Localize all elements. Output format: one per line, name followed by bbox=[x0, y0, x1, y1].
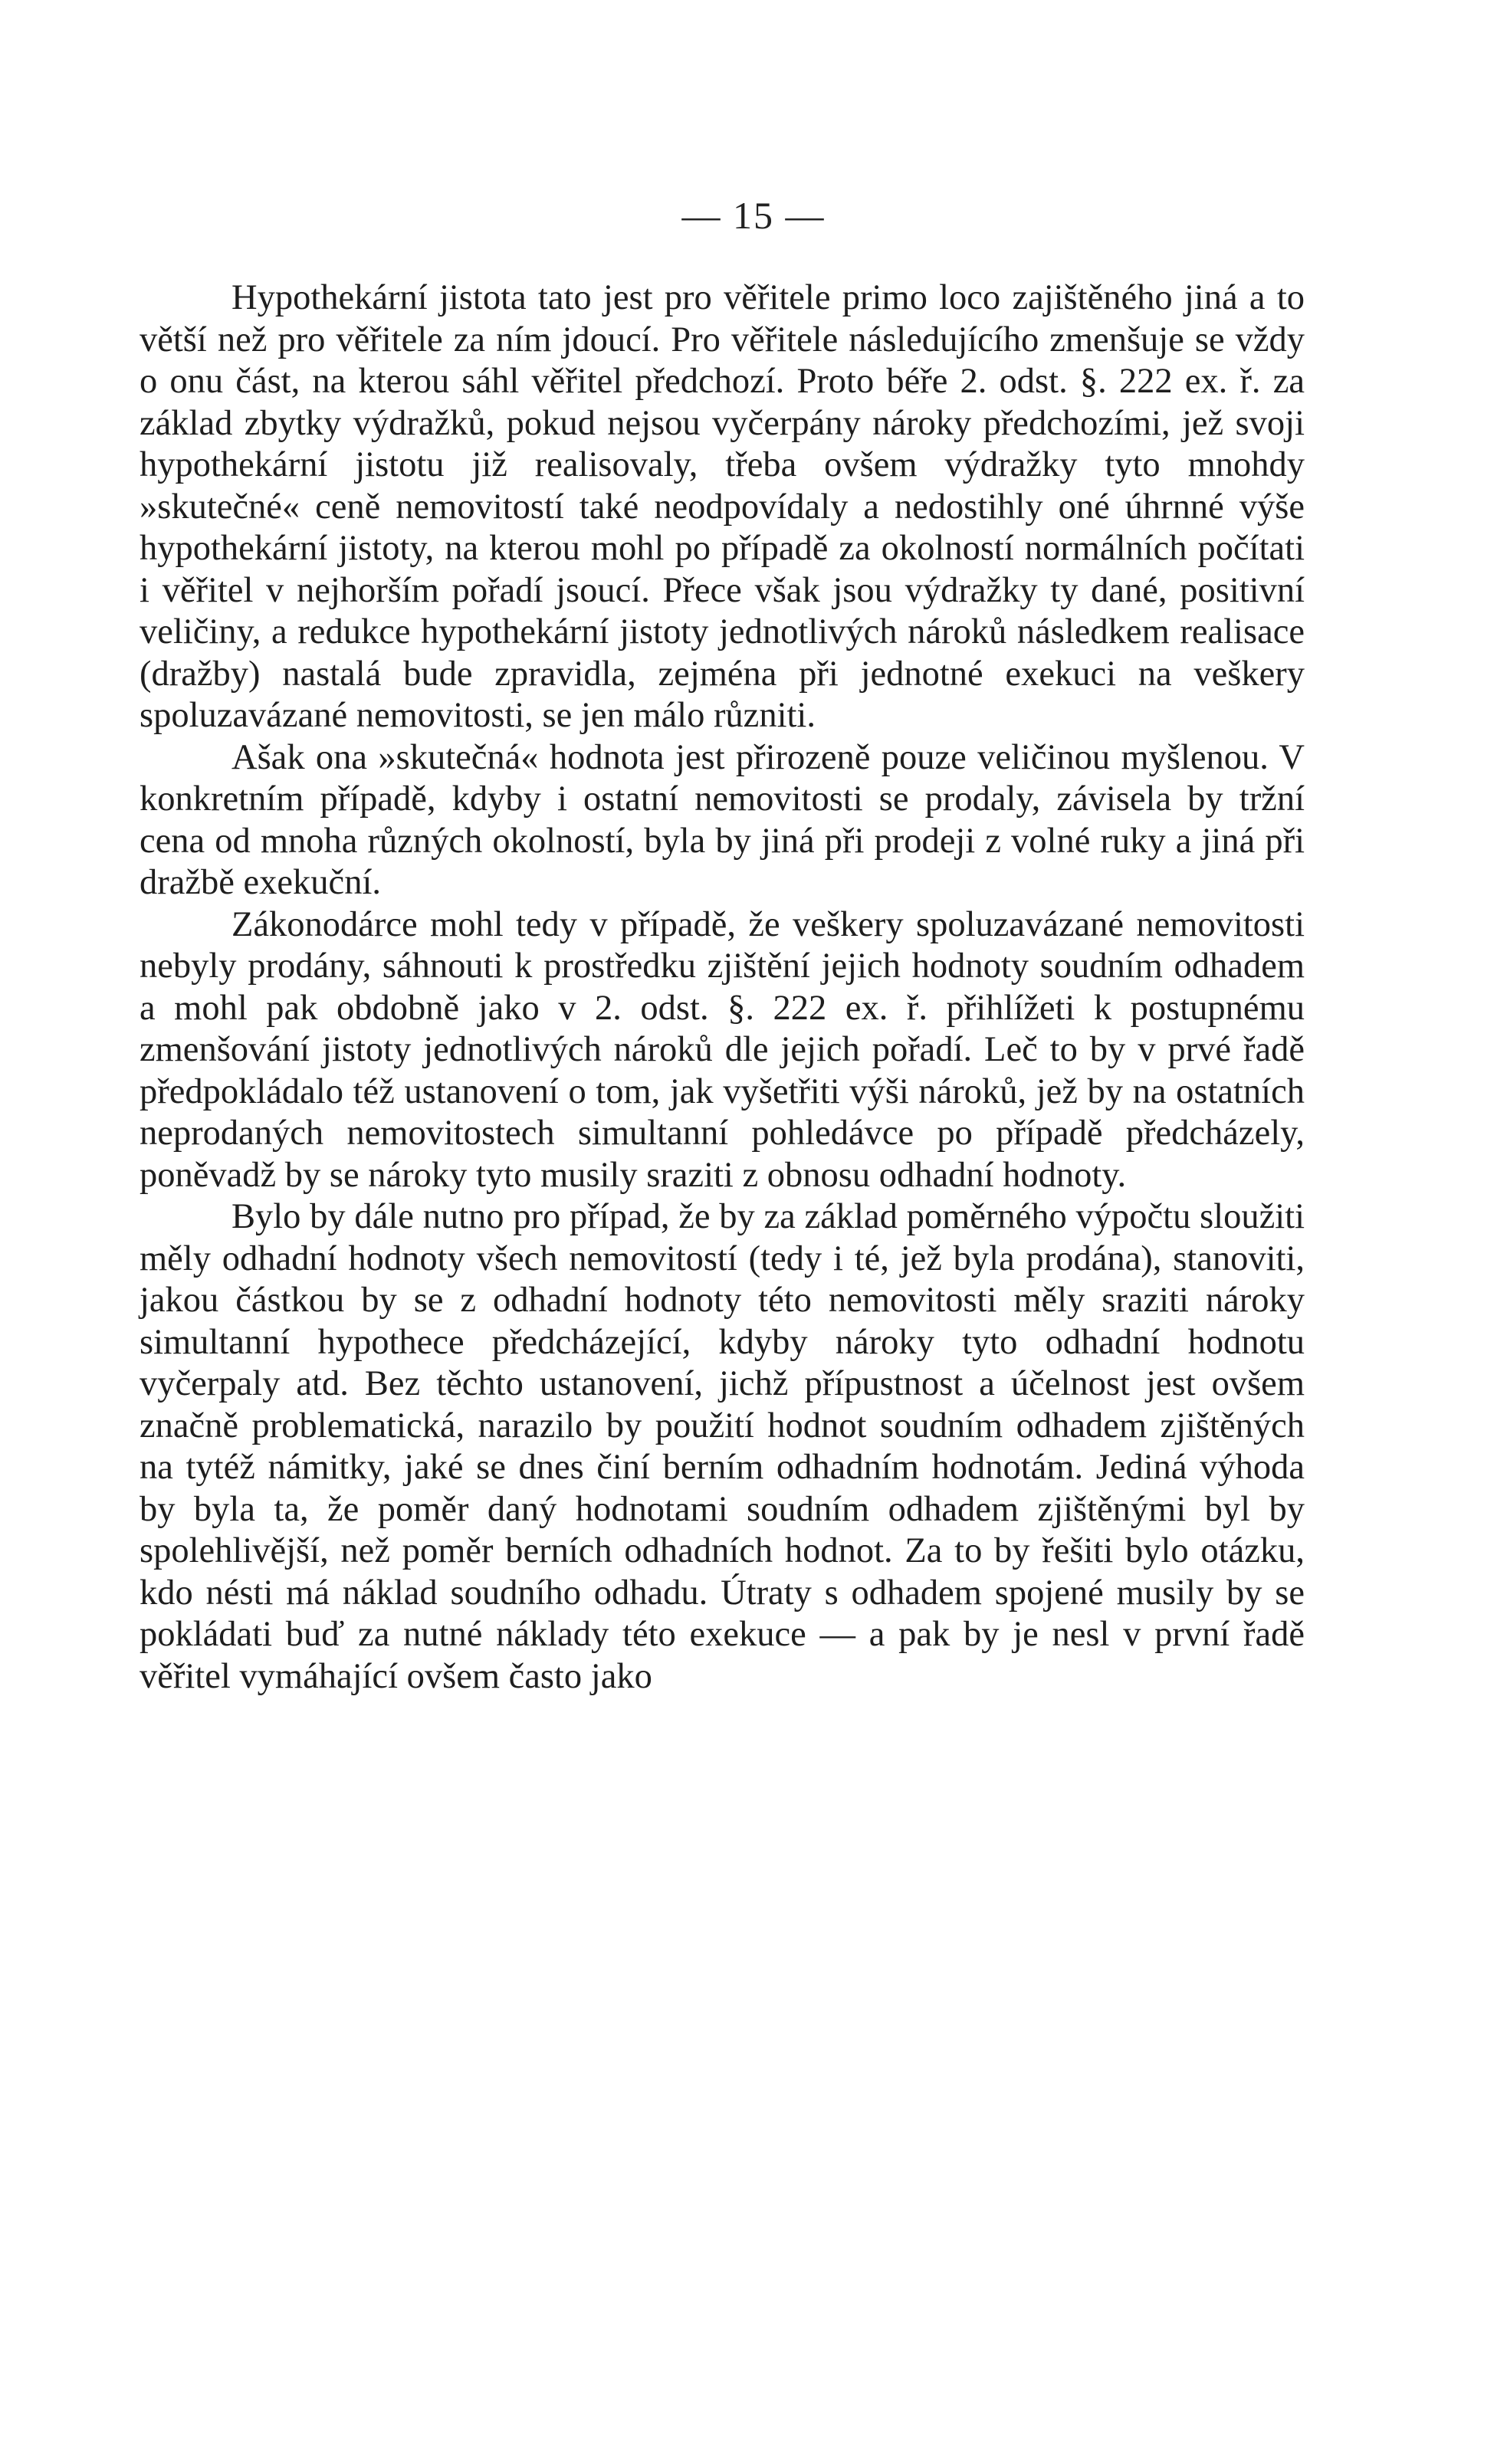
paragraph-1: Hypothekární jistota tato jest pro věřitele primo loco zajištěného jiná a to větší než pro věřitele za ním jdoucí. Pro věřitele následujícího zmenšuje se vždy o onu část, na kterou sáhl věřitel předchozí. Proto béře 2. odst. §. 222 ex. ř. za základ zbytky výdražků, pokud nejsou vyčerpány nároky předchozími, jež svoji hypothekární jistotu již realisovaly, třeba ovšem výdražky tyto mnohdy »skutečné« ceně nemovitostí také neodpovídaly a nedostihly oné úhrnné výše hypothekární jistoty, na kterou mohl po případě za okolností normálních počítati i věřitel v nejhorším pořadí jsoucí. Přece však jsou výdražky ty dané, positivní veličiny, a redukce hypothekární jistoty jednotlivých nároků následkem realisace (dražby) nastalá bude zpravidla, zejména při jednotné exekuci na veškery spoluzavázané nemovitosti, se jen málo různiti. bbox=[140, 278, 1305, 735]
paragraph-4: Bylo by dále nutno pro případ, že by za základ poměrného výpočtu sloužiti měly odhadní hodnoty všech nemovitostí (tedy i té, jež byla prodána), stanoviti, jakou částkou by se z odhadní hodnoty této nemovitosti měly sraziti nároky simultanní hypothece předcházející, kdyby nároky tyto odhadní hodnotu vyčerpaly atd. Bez těchto ustanovení, jichž přípustnost a účelnost jest ovšem značně problematická, narazilo by použití hodnot soudním odhadem zjištěných na tytéž námitky, jaké se dnes činí berním odhadním hodnotám. Jediná výhoda by byla ta, že poměr daný hodnotami soudním odhadem zjištěnými byl by spolehlivější, než poměr berních odhadních hodnot. Za to by řešiti bylo otázku, kdo nésti má náklad soudního odhadu. Útraty s odhadem spojené musily by se pokládati buď za nutné náklady této exekuce — a pak by je nesl v první řadě věřitel vymáhající ovšem často jako bbox=[140, 1197, 1305, 1696]
body-text bbox=[140, 277, 1305, 1698]
paragraph-3: Zákonodárce mohl tedy v případě, že veškery spoluzavázané nemovitosti nebyly prodány, sáhnouti k prostředku zjištění jejich hodnoty soudním odhadem a mohl pak obdobně jako v 2. odst. §. 222 ex. ř. přihlížeti k postupnému zmenšování jistoty jednotlivých nároků dle jejich pořadí. Leč to by v prvé řadě předpokládalo též ustanovení o tom, jak vyšetřiti výši nároků, jež by na ostatních neprodaných nemovitostech simultanní pohledávce po případě předcházely, poněvadž by se nároky tyto musily sraziti z obnosu odhadní hodnoty. bbox=[140, 904, 1305, 1195]
paragraph-2: Ašak ona »skutečná« hodnota jest přirozeně pouze veličinou myšlenou. V konkretním případě, kdyby i ostatní nemovitosti se prodaly, závisela by tržní cena od mnoha různých okolností, byla by jiná při prodeji z volné ruky a jiná při dražbě exekuční. bbox=[140, 737, 1305, 902]
page-number: — 15 — bbox=[681, 194, 826, 237]
